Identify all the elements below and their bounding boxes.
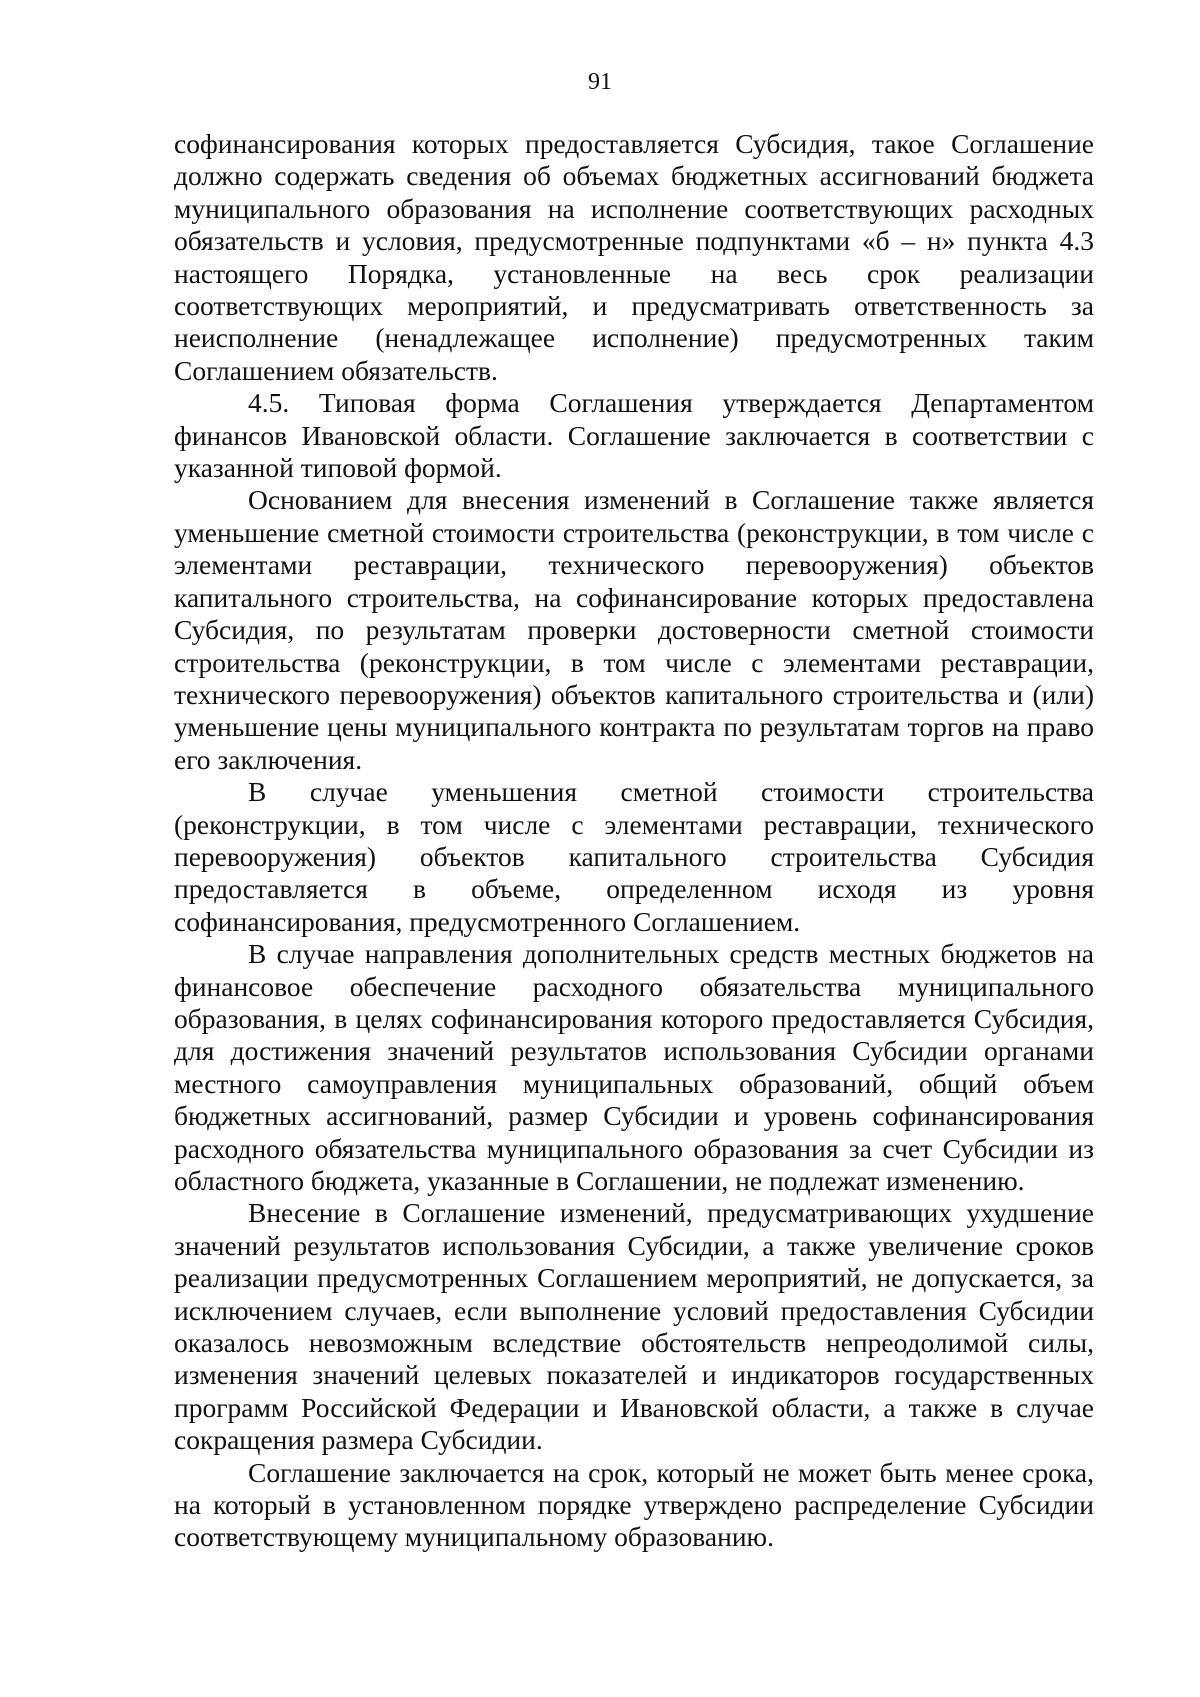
paragraph-continuation: софинансирования которых предоставляется Субсидия, такое Соглашение должно содержать сведения об объемах бюджетных ассигнований бюджета муниципального образования на исполнение соответствующих расходных обязательств и условия, предусмотренные подпунктами «б – н» пункта 4.3 настоящего Порядка, установленные на весь срок реализации соответствующих мероприятий, и предусматривать ответственность за неисполнение (ненадлежащее исполнение) предусмотренных таким Соглашением обязательств. — [174, 128, 1094, 386]
paragraph-changes-not-allowed: Внесение в Соглашение изменений, предусматривающих ухудшение значений результатов использования Субсидии, а также увеличение сроков реализации предусмотренных Соглашением мероприятий, не допускается, за исключением случаев, если выполнение условий предоставления Субсидии оказалось невозможным вследствие обстоятельств непреодолимой силы, изменения значений целевых показателей и индикаторов государственных программ Российской Федерации и Ивановской области, а также в случае сокращения размера Субсидии. — [174, 1197, 1094, 1456]
paragraph-agreement-term: Соглашение заключается на срок, который не может быть менее срока, на который в установленном порядке утверждено распределение Субсидии соответствующему муниципальному образованию. — [174, 1456, 1094, 1553]
document-body — [174, 128, 1094, 1554]
paragraph-grounds-for-changes: Основанием для внесения изменений в Соглашение также является уменьшение сметной стоимости строительства (реконструкции, в том числе с элементами реставрации, технического перевооружения) объектов капитального строительства, на софинансирование которых предоставлена Субсидия, по результатам проверки достоверности сметной стоимости строительства (реконструкции, в том числе с элементами реставрации, технического перевооружения) объектов капитального строительства и (или) уменьшение цены муниципального контракта по результатам торгов на право его заключения. — [174, 484, 1094, 775]
paragraph-additional-funds: В случае направления дополнительных средств местных бюджетов на финансовое обеспечение расходного обязательства муниципального образования, в целях софинансирования которого предоставляется Субсидия, для достижения значений результатов использования Субсидии органами местного самоуправления муниципальных образований, общий объем бюджетных ассигнований, размер Субсидии и уровень софинансирования расходного обязательства муниципального образования за счет Субсидии из областного бюджета, указанные в Соглашении, не подлежат изменению. — [174, 938, 1094, 1196]
paragraph-cost-reduction: В случае уменьшения сметной стоимости строительства (реконструкции, в том числе с элементами реставрации, технического перевооружения) объектов капитального строительства Субсидия предоставляется в объеме, определенном исходя из уровня софинансирования, предусмотренного Соглашением. — [174, 776, 1094, 937]
page-number: 91 — [588, 69, 612, 95]
paragraph-4-5: 4.5. Типовая форма Соглашения утверждается Департаментом финансов Ивановской области. Соглашение заключается в соответствии с указанной типовой формой. — [174, 387, 1094, 484]
